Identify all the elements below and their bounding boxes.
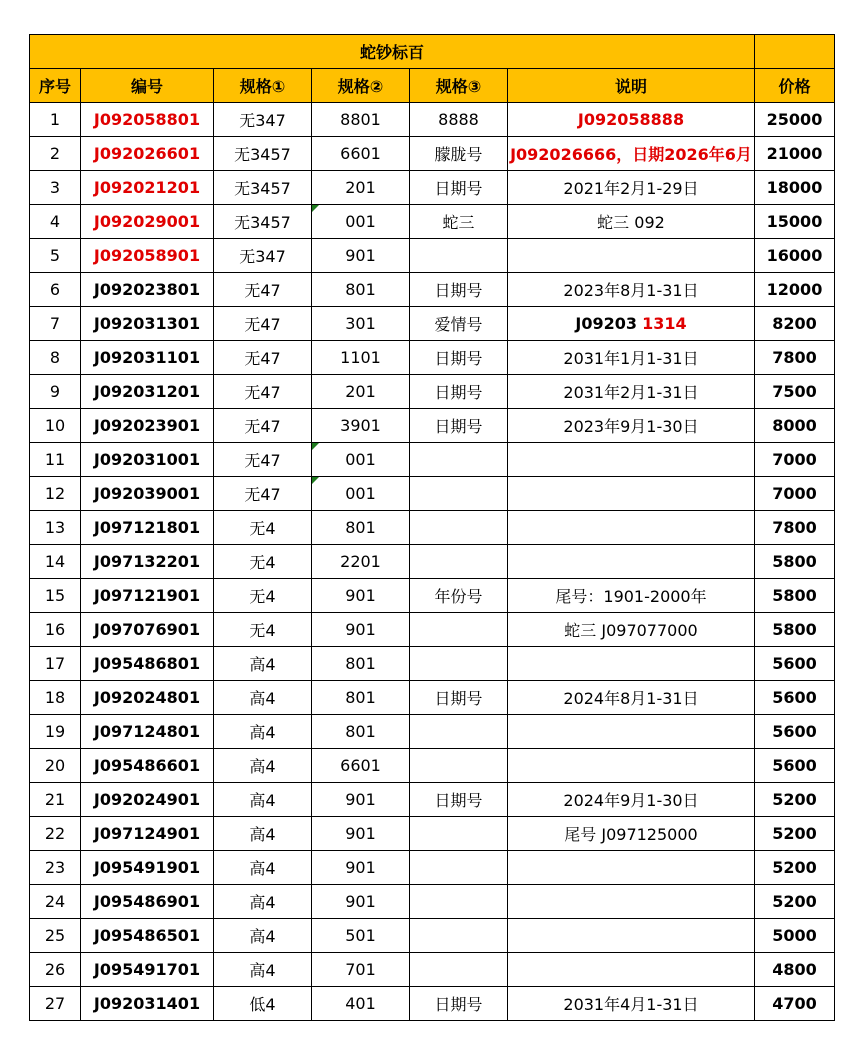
- title-row: [30, 35, 835, 69]
- cell-spec3[interactable]: 日期号: [410, 341, 508, 375]
- cell-spec1[interactable]: 无4: [214, 613, 312, 647]
- cell-note[interactable]: J092026666，日期2026年6月: [508, 137, 755, 171]
- cell-spec2[interactable]: 801: [312, 273, 410, 307]
- price-table: [29, 34, 835, 1021]
- cell-no[interactable]: 21: [30, 783, 81, 817]
- cell-no[interactable]: 26: [30, 953, 81, 987]
- comment-marker-icon[interactable]: [312, 205, 319, 212]
- cell-spec1[interactable]: 无4: [214, 545, 312, 579]
- cell-spec2[interactable]: 801: [312, 647, 410, 681]
- cell-spec1[interactable]: 高4: [214, 851, 312, 885]
- cell-spec3[interactable]: 日期号: [410, 375, 508, 409]
- cell-note[interactable]: [508, 715, 755, 749]
- cell-code[interactable]: J097124801: [81, 715, 214, 749]
- cell-spec1[interactable]: 无47: [214, 477, 312, 511]
- cell-note[interactable]: [508, 477, 755, 511]
- table-row: [30, 477, 835, 511]
- cell-note[interactable]: [508, 443, 755, 477]
- cell-no[interactable]: 23: [30, 851, 81, 885]
- table-row: [30, 545, 835, 579]
- cell-spec1[interactable]: 无347: [214, 239, 312, 273]
- table-row: [30, 443, 835, 477]
- cell-code[interactable]: J095486901: [81, 885, 214, 919]
- cell-code[interactable]: J092029001: [81, 205, 214, 239]
- cell-spec2[interactable]: 8801: [312, 103, 410, 137]
- cell-spec2[interactable]: 401: [312, 987, 410, 1021]
- table-row: [30, 647, 835, 681]
- table-row: [30, 171, 835, 205]
- cell-price[interactable]: 7000: [755, 443, 835, 477]
- cell-spec3[interactable]: [410, 953, 508, 987]
- cell-spec2[interactable]: 201: [312, 171, 410, 205]
- cell-spec1[interactable]: 高4: [214, 953, 312, 987]
- cell-spec2[interactable]: 001: [312, 443, 410, 477]
- cell-no[interactable]: 6: [30, 273, 81, 307]
- cell-spec2[interactable]: 801: [312, 681, 410, 715]
- cell-note[interactable]: [508, 851, 755, 885]
- cell-price[interactable]: 5200: [755, 783, 835, 817]
- table-row: [30, 239, 835, 273]
- header-note[interactable]: 说明: [508, 69, 755, 103]
- cell-note[interactable]: [508, 545, 755, 579]
- cell-note[interactable]: 2021年2月1-29日: [508, 171, 755, 205]
- table-row: [30, 715, 835, 749]
- cell-spec1[interactable]: 低4: [214, 987, 312, 1021]
- cell-spec2[interactable]: 901: [312, 579, 410, 613]
- table-row: [30, 137, 835, 171]
- cell-price[interactable]: 25000: [755, 103, 835, 137]
- cell-spec3[interactable]: 8888: [410, 103, 508, 137]
- cell-price[interactable]: 5200: [755, 851, 835, 885]
- cell-spec1[interactable]: 无3457: [214, 205, 312, 239]
- table-row: [30, 817, 835, 851]
- cell-spec2[interactable]: 801: [312, 715, 410, 749]
- header-spec1[interactable]: 规格①: [214, 69, 312, 103]
- table-row: [30, 987, 835, 1021]
- table-row: [30, 103, 835, 137]
- cell-spec3[interactable]: 朦胧号: [410, 137, 508, 171]
- cell-code[interactable]: J097124901: [81, 817, 214, 851]
- cell-spec1[interactable]: 无47: [214, 307, 312, 341]
- cell-no[interactable]: 18: [30, 681, 81, 715]
- cell-code[interactable]: J092024901: [81, 783, 214, 817]
- cell-note[interactable]: [508, 239, 755, 273]
- cell-spec3[interactable]: 日期号: [410, 783, 508, 817]
- cell-spec3[interactable]: 日期号: [410, 987, 508, 1021]
- table-row: [30, 749, 835, 783]
- table-row: [30, 205, 835, 239]
- cell-note[interactable]: J092058888: [508, 103, 755, 137]
- cell-price[interactable]: 5600: [755, 715, 835, 749]
- cell-code[interactable]: J092024801: [81, 681, 214, 715]
- cell-spec3[interactable]: 日期号: [410, 409, 508, 443]
- cell-code[interactable]: J092031401: [81, 987, 214, 1021]
- cell-no[interactable]: 13: [30, 511, 81, 545]
- cell-no[interactable]: 16: [30, 613, 81, 647]
- cell-note[interactable]: 尾号 J097125000: [508, 817, 755, 851]
- cell-code[interactable]: J097076901: [81, 613, 214, 647]
- cell-spec1[interactable]: 无347: [214, 103, 312, 137]
- cell-price[interactable]: 7800: [755, 511, 835, 545]
- cell-spec2[interactable]: 901: [312, 239, 410, 273]
- cell-spec3[interactable]: 日期号: [410, 681, 508, 715]
- cell-spec2[interactable]: 6601: [312, 137, 410, 171]
- cell-code[interactable]: J092058801: [81, 103, 214, 137]
- cell-no[interactable]: 19: [30, 715, 81, 749]
- title-blank-cell[interactable]: [755, 35, 835, 69]
- cell-code[interactable]: J092058901: [81, 239, 214, 273]
- cell-note[interactable]: [508, 919, 755, 953]
- cell-code[interactable]: J097132201: [81, 545, 214, 579]
- cell-spec1[interactable]: 无47: [214, 443, 312, 477]
- cell-code[interactable]: J095486501: [81, 919, 214, 953]
- cell-code[interactable]: J092021201: [81, 171, 214, 205]
- cell-spec3[interactable]: [410, 919, 508, 953]
- table-row: [30, 579, 835, 613]
- cell-code[interactable]: J092031001: [81, 443, 214, 477]
- cell-spec1[interactable]: 高4: [214, 749, 312, 783]
- table-row: [30, 409, 835, 443]
- cell-note[interactable]: [508, 953, 755, 987]
- cell-code[interactable]: J095486801: [81, 647, 214, 681]
- cell-code[interactable]: J097121901: [81, 579, 214, 613]
- header-no[interactable]: 序号: [30, 69, 81, 103]
- cell-note[interactable]: 2024年8月1-31日: [508, 681, 755, 715]
- table-row: [30, 783, 835, 817]
- cell-price[interactable]: 16000: [755, 239, 835, 273]
- table-row: [30, 953, 835, 987]
- cell-note[interactable]: [508, 749, 755, 783]
- cell-spec2[interactable]: 001: [312, 477, 410, 511]
- cell-price[interactable]: 5200: [755, 885, 835, 919]
- cell-price[interactable]: 5600: [755, 681, 835, 715]
- cell-price[interactable]: 4700: [755, 987, 835, 1021]
- cell-spec2[interactable]: 2201: [312, 545, 410, 579]
- table-body: [30, 35, 835, 1021]
- cell-price[interactable]: 7000: [755, 477, 835, 511]
- cell-note[interactable]: [508, 511, 755, 545]
- cell-note[interactable]: 2031年4月1-31日: [508, 987, 755, 1021]
- cell-code[interactable]: J092031301: [81, 307, 214, 341]
- cell-code[interactable]: J095491901: [81, 851, 214, 885]
- table-row: [30, 273, 835, 307]
- header-price[interactable]: 价格: [755, 69, 835, 103]
- cell-price[interactable]: 7800: [755, 341, 835, 375]
- cell-code[interactable]: J092039001: [81, 477, 214, 511]
- cell-spec3[interactable]: [410, 647, 508, 681]
- cell-price[interactable]: 7500: [755, 375, 835, 409]
- table-row: [30, 613, 835, 647]
- cell-spec3[interactable]: 日期号: [410, 171, 508, 205]
- note-highlight: 1314: [642, 314, 687, 333]
- cell-spec1[interactable]: 无47: [214, 273, 312, 307]
- cell-no[interactable]: 1: [30, 103, 81, 137]
- cell-spec2[interactable]: 701: [312, 953, 410, 987]
- cell-spec2[interactable]: 901: [312, 817, 410, 851]
- table-row: [30, 511, 835, 545]
- cell-code[interactable]: J092023801: [81, 273, 214, 307]
- cell-no[interactable]: 24: [30, 885, 81, 919]
- cell-note[interactable]: 蛇三 092: [508, 205, 755, 239]
- comment-marker-icon[interactable]: [312, 477, 319, 484]
- cell-spec3[interactable]: 蛇三: [410, 205, 508, 239]
- cell-code[interactable]: J092031101: [81, 341, 214, 375]
- header-code[interactable]: 编号: [81, 69, 214, 103]
- table-row: [30, 681, 835, 715]
- cell-no[interactable]: 8: [30, 341, 81, 375]
- note-text: J09203: [575, 314, 637, 333]
- cell-price[interactable]: 5000: [755, 919, 835, 953]
- cell-spec3[interactable]: [410, 239, 508, 273]
- cell-note[interactable]: 蛇三 J097077000: [508, 613, 755, 647]
- cell-spec1[interactable]: 无47: [214, 409, 312, 443]
- cell-price[interactable]: 5600: [755, 749, 835, 783]
- cell-no[interactable]: 14: [30, 545, 81, 579]
- cell-spec2[interactable]: 901: [312, 851, 410, 885]
- cell-price[interactable]: 4800: [755, 953, 835, 987]
- table-row: [30, 375, 835, 409]
- header-row: [30, 69, 835, 103]
- cell-price[interactable]: 21000: [755, 137, 835, 171]
- cell-spec1[interactable]: 高4: [214, 783, 312, 817]
- cell-spec2[interactable]: 1101: [312, 341, 410, 375]
- cell-code[interactable]: J092023901: [81, 409, 214, 443]
- header-spec3[interactable]: 规格③: [410, 69, 508, 103]
- cell-note[interactable]: [508, 647, 755, 681]
- cell-no[interactable]: 12: [30, 477, 81, 511]
- cell-spec2[interactable]: 201: [312, 375, 410, 409]
- cell-no[interactable]: 27: [30, 987, 81, 1021]
- cell-code[interactable]: J095491701: [81, 953, 214, 987]
- cell-spec3[interactable]: [410, 443, 508, 477]
- cell-spec3[interactable]: [410, 885, 508, 919]
- cell-price[interactable]: 12000: [755, 273, 835, 307]
- cell-spec1[interactable]: 高4: [214, 715, 312, 749]
- cell-spec1[interactable]: 无4: [214, 511, 312, 545]
- cell-spec2[interactable]: 501: [312, 919, 410, 953]
- table-row: [30, 919, 835, 953]
- cell-no[interactable]: 22: [30, 817, 81, 851]
- cell-spec3[interactable]: [410, 749, 508, 783]
- cell-code[interactable]: J092026601: [81, 137, 214, 171]
- cell-no[interactable]: 15: [30, 579, 81, 613]
- cell-note[interactable]: 尾号：1901-2000年: [508, 579, 755, 613]
- cell-price[interactable]: 5800: [755, 613, 835, 647]
- cell-price[interactable]: 18000: [755, 171, 835, 205]
- cell-note[interactable]: 2024年9月1-30日: [508, 783, 755, 817]
- cell-no[interactable]: 3: [30, 171, 81, 205]
- cell-note[interactable]: 2031年2月1-31日: [508, 375, 755, 409]
- cell-no[interactable]: 17: [30, 647, 81, 681]
- cell-spec2[interactable]: 901: [312, 885, 410, 919]
- cell-no[interactable]: 11: [30, 443, 81, 477]
- cell-note[interactable]: 2023年9月1-30日: [508, 409, 755, 443]
- table-title[interactable]: 蛇钞标百: [30, 35, 755, 69]
- table-row: [30, 341, 835, 375]
- cell-spec1[interactable]: 无4: [214, 579, 312, 613]
- cell-spec3[interactable]: [410, 545, 508, 579]
- cell-note[interactable]: 2031年1月1-31日: [508, 341, 755, 375]
- cell-no[interactable]: 2: [30, 137, 81, 171]
- cell-spec3[interactable]: 年份号: [410, 579, 508, 613]
- cell-note[interactable]: [508, 885, 755, 919]
- cell-spec2[interactable]: 801: [312, 511, 410, 545]
- cell-spec3[interactable]: 日期号: [410, 273, 508, 307]
- cell-price[interactable]: 8200: [755, 307, 835, 341]
- cell-spec3[interactable]: [410, 851, 508, 885]
- cell-price[interactable]: 5200: [755, 817, 835, 851]
- cell-no[interactable]: 25: [30, 919, 81, 953]
- cell-spec1[interactable]: 高4: [214, 885, 312, 919]
- cell-code[interactable]: J092031201: [81, 375, 214, 409]
- cell-spec2[interactable]: 901: [312, 613, 410, 647]
- cell-price[interactable]: 5800: [755, 579, 835, 613]
- cell-spec1[interactable]: 无47: [214, 341, 312, 375]
- cell-no[interactable]: 5: [30, 239, 81, 273]
- cell-spec2[interactable]: 901: [312, 783, 410, 817]
- table-row: [30, 885, 835, 919]
- cell-spec1[interactable]: 高4: [214, 919, 312, 953]
- cell-spec1[interactable]: 高4: [214, 647, 312, 681]
- cell-spec3[interactable]: [410, 477, 508, 511]
- cell-no[interactable]: 9: [30, 375, 81, 409]
- cell-spec1[interactable]: 无3457: [214, 171, 312, 205]
- cell-code[interactable]: J097121801: [81, 511, 214, 545]
- cell-spec3[interactable]: [410, 613, 508, 647]
- cell-spec3[interactable]: [410, 715, 508, 749]
- cell-price[interactable]: 8000: [755, 409, 835, 443]
- header-spec2[interactable]: 规格②: [312, 69, 410, 103]
- cell-no[interactable]: 10: [30, 409, 81, 443]
- cell-no[interactable]: 7: [30, 307, 81, 341]
- cell-note[interactable]: 2023年8月1-31日: [508, 273, 755, 307]
- cell-price[interactable]: 5800: [755, 545, 835, 579]
- cell-spec1[interactable]: 高4: [214, 817, 312, 851]
- cell-spec1[interactable]: 无3457: [214, 137, 312, 171]
- cell-no[interactable]: 20: [30, 749, 81, 783]
- cell-spec3[interactable]: 爱情号: [410, 307, 508, 341]
- cell-spec3[interactable]: [410, 511, 508, 545]
- cell-note[interactable]: [508, 307, 755, 341]
- cell-spec2[interactable]: 001: [312, 205, 410, 239]
- cell-code[interactable]: J095486601: [81, 749, 214, 783]
- cell-spec3[interactable]: [410, 817, 508, 851]
- cell-price[interactable]: 15000: [755, 205, 835, 239]
- cell-no[interactable]: 4: [30, 205, 81, 239]
- cell-spec2[interactable]: 3901: [312, 409, 410, 443]
- cell-spec1[interactable]: 高4: [214, 681, 312, 715]
- cell-spec1[interactable]: 无47: [214, 375, 312, 409]
- cell-price[interactable]: 5600: [755, 647, 835, 681]
- cell-spec2[interactable]: 6601: [312, 749, 410, 783]
- comment-marker-icon[interactable]: [312, 443, 319, 450]
- table-row: [30, 307, 835, 341]
- cell-spec2[interactable]: 301: [312, 307, 410, 341]
- table-row: [30, 851, 835, 885]
